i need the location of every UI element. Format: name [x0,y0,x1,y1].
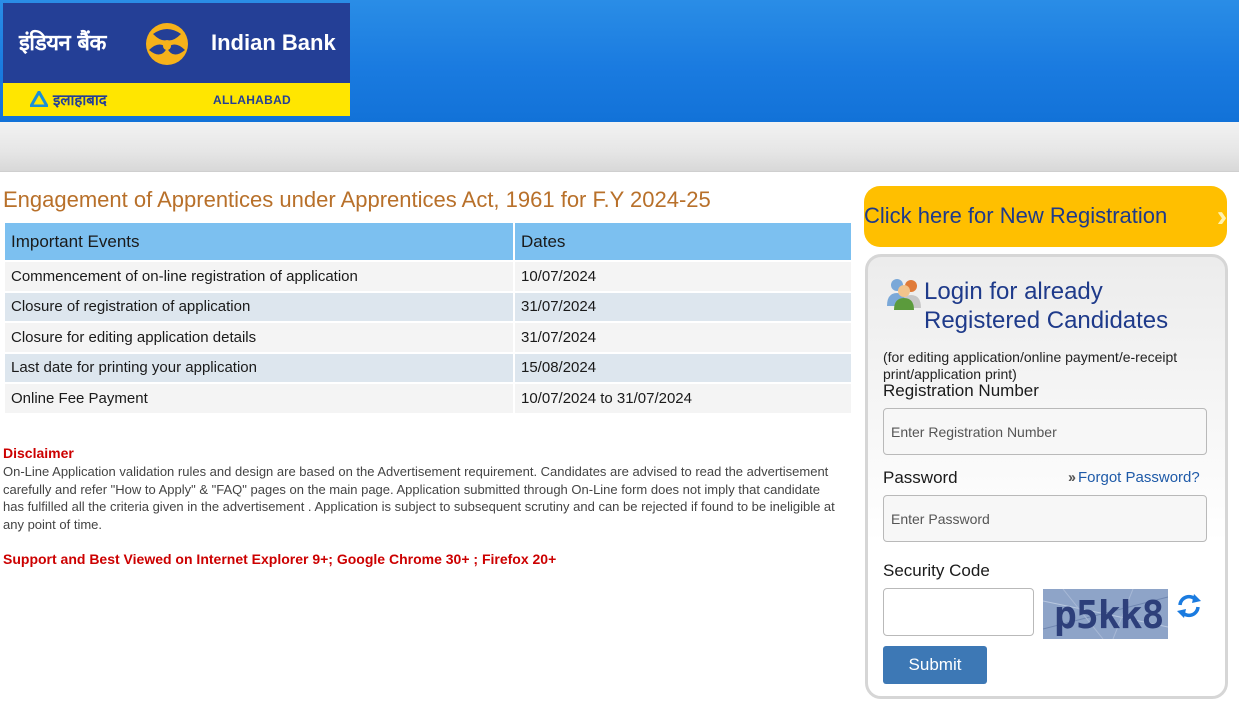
triangle-logo-icon [30,91,48,107]
event-cell: Closure of registration of application [5,293,513,322]
strip-hindi-text: इलाहाबाद [53,91,107,109]
table-row [5,384,851,413]
security-code-label: Security Code [883,561,990,580]
browser-support-note: Support and Best Viewed on Internet Explorer 9+; Google Chrome 30+ ; Firefox 20+ [3,551,557,567]
date-cell: 31/07/2024 [515,293,851,322]
header-banner [0,0,1239,122]
logo-strip [3,83,350,116]
new-registration-button[interactable] [864,186,1227,247]
table-row [5,354,851,383]
strip-english-text: ALLAHABAD [213,93,292,107]
disclaimer-heading: Disclaimer [3,445,74,461]
login-subtext: (for editing application/online payment/e-receipt print/application print) [883,349,1178,382]
logo-hindi-text: इंडियन बैंक [19,31,106,56]
password-input[interactable] [883,495,1207,542]
page-title: Engagement of Apprentices under Apprentices Act, 1961 for F.Y 2024-25 [3,187,711,212]
registration-number-input[interactable] [883,408,1207,455]
login-panel [865,254,1228,699]
disclaimer-text: On-Line Application validation rules and design are based on the Advertisement requirement. Candidates are advised to read the advertisement carefully and refer "How to Apply" & "FAQ" pages on the main page. Application submitted through On-Line form does not imply that candidate has fulfilled all the criteria given in the advertisement . Application is subject to subsequent scrutiny and can be rejected if found to be ineligible at any point of time. [3,464,835,532]
date-cell: 10/07/2024 [515,262,851,291]
security-code-input[interactable] [883,588,1034,636]
navigation-bar [0,122,1239,172]
date-cell: 10/07/2024 to 31/07/2024 [515,384,851,413]
column-header-events: Important Events [5,223,513,260]
indian-bank-logo [3,3,350,116]
captcha-image [1043,589,1168,639]
login-heading-line1: Login for already [924,278,1103,305]
refresh-captcha-icon[interactable] [1175,592,1203,620]
date-cell: 15/08/2024 [515,354,851,383]
password-label: Password [883,468,958,487]
table-row [5,293,851,322]
table-row [5,262,851,291]
date-cell: 31/07/2024 [515,323,851,352]
captcha-text: p5kk8 [1054,593,1164,637]
event-cell: Online Fee Payment [5,384,513,413]
event-cell: Commencement of on-line registration of application [5,262,513,291]
event-cell: Last date for printing your application [5,354,513,383]
users-icon [886,276,922,310]
registration-number-label: Registration Number [883,381,1039,400]
login-heading-line2: Registered Candidates [924,307,1169,334]
important-events-table [3,221,853,415]
login-heading [924,277,1168,335]
logo-english-text: Indian Bank [211,30,336,55]
table-header-row [5,223,851,260]
forgot-password-text: Forgot Password? [1078,469,1200,486]
new-registration-label: Click here for New Registration [864,203,1168,228]
double-chevron-right-icon: ›› [1068,469,1074,486]
forgot-password-link[interactable] [1068,469,1200,486]
bank-emblem-icon [139,20,195,68]
submit-button[interactable]: Submit [883,646,987,684]
event-cell: Closure for editing application details [5,323,513,352]
column-header-dates: Dates [515,223,851,260]
table-row [5,323,851,352]
